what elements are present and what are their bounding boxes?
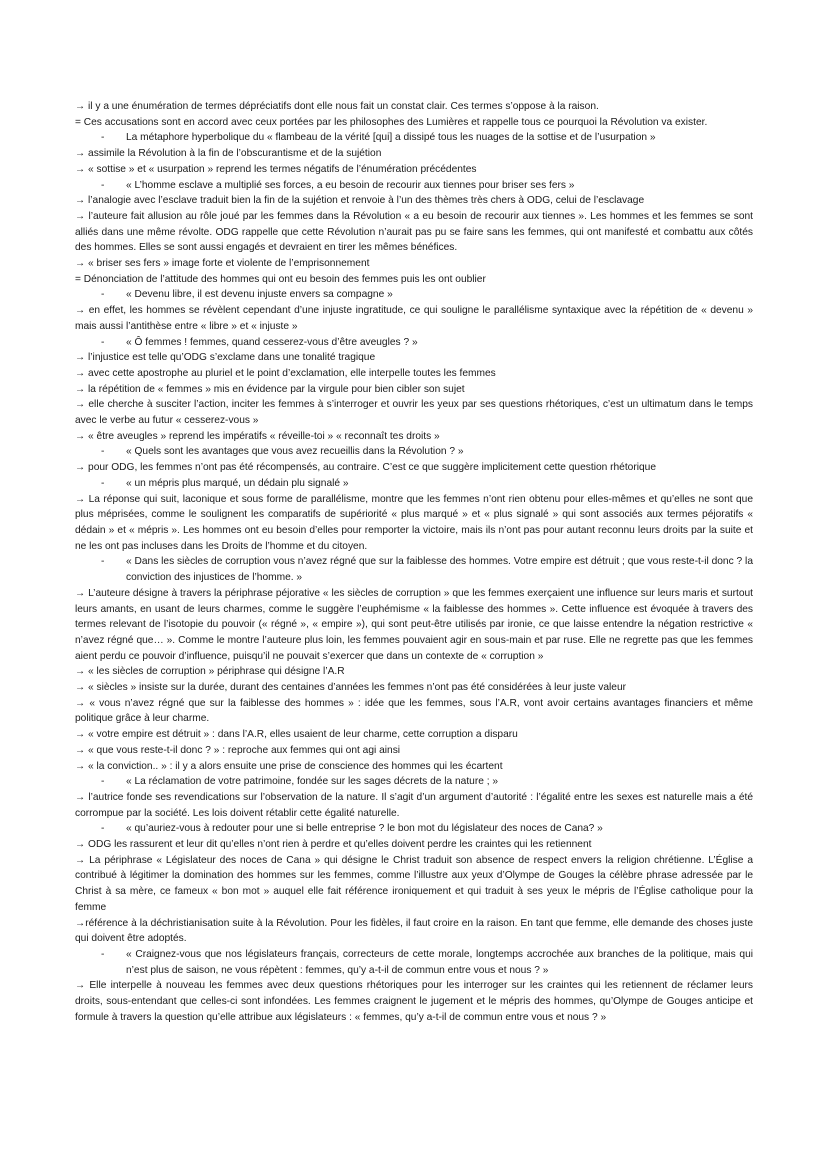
paragraph-text: avec cette apostrophe au pluriel et le point d’exclamation, elle interpelle toutes les femmes — [88, 367, 496, 379]
analysis-paragraph — [75, 146, 753, 162]
analysis-paragraph — [75, 303, 753, 334]
paragraph-text: l’analogie avec l’esclave traduit bien la fin de la sujétion et renvoie à l’un des thèmes très chers à ODG, celui de l’esclavage — [88, 195, 645, 207]
quote-paragraph — [75, 444, 753, 460]
quote-paragraph — [75, 178, 753, 194]
paragraph-text: « la conviction.. » : il y a alors ensuite une prise de conscience des hommes qui les écartent — [88, 760, 503, 772]
analysis-paragraph — [75, 790, 753, 821]
paragraph-text: la répétition de « femmes » mis en évidence par la virgule pour bien cibler son sujet — [88, 383, 465, 395]
quote-paragraph — [75, 947, 753, 978]
quote-paragraph — [75, 554, 753, 585]
arrow-icon: → — [75, 101, 89, 112]
paragraph-text: « Dans les siècles de corruption vous n’avez régné que sur la faiblesse des hommes. Votre empire est détruit ; que vous reste-t-il donc ? la conviction des injustices de l’homme. » — [126, 556, 753, 584]
dash-bullet: - — [101, 336, 105, 348]
paragraph-text: l’autrice fonde ses revendications sur l’observation de la nature. Il s’agit d’un argument d’autorité : l’égalité entre les sexes est naturelle mais a été corrompue par la société. Les lois doivent rétablir cette égalité naturelle. — [75, 791, 753, 819]
arrow-icon: → — [75, 980, 90, 992]
paragraph-text: « La réclamation de votre patrimoine, fondée sur les sages décrets de la nature ; » — [126, 776, 499, 788]
arrow-icon: → — [75, 666, 89, 678]
paragraph-text: = Ces accusations sont en accord avec ceux portées par les philosophes des Lumières et rappelle tous ce pourquoi la Révolution va exister. — [75, 116, 708, 128]
arrow-icon: → — [75, 462, 89, 474]
paragraph-text: La métaphore hyperbolique du « flambeau de la vérité [qui] a dissipé tous les nuages de la sottise et de l’usurpation » — [126, 132, 656, 144]
paragraph-text: La périphrase « Législateur des noces de Cana » qui désigne le Christ traduit son absence de respect envers la religion chrétienne. L’Église a contribué à légitimer la domination des hommes sur les femmes, comme l’illustre aux yeux d’Olympe de Gouges la célèbre phrase adressée par le Christ à sa mère, ce fameux « bon mot » auquel elle fait référence ironiquement et qui traduit à ses yeux le mépris de l’Église catholique pour la femme — [75, 854, 753, 913]
quote-paragraph — [75, 335, 753, 351]
paragraph-text: « Ô femmes ! femmes, quand cesserez-vous d’être aveugles ? » — [126, 336, 418, 348]
paragraph-text: « être aveugles » reprend les impératifs « réveille-toi » « reconnaît tes droits » — [88, 430, 440, 442]
paragraph-text: = Dénonciation de l’attitude des hommes qui ont eu besoin des femmes puis les ont oublier — [75, 273, 486, 285]
paragraph-text: « vous n’avez régné que sur la faiblesse des hommes » : idée que les femmes, sous l’A.R, vont avoir certains avantages financiers et même politique grâce à leur charme. — [75, 697, 753, 725]
arrow-icon: → — [75, 210, 89, 222]
quote-paragraph — [75, 476, 753, 492]
quote-paragraph — [75, 821, 753, 837]
summary-paragraph — [75, 115, 753, 131]
arrow-icon: → — [75, 839, 89, 851]
dash-bullet: - — [101, 446, 105, 458]
arrow-icon: → — [75, 399, 89, 411]
paragraph-text: « briser ses fers » image forte et violente de l’emprisonnement — [88, 258, 370, 270]
analysis-paragraph — [75, 429, 753, 445]
analysis-paragraph — [75, 727, 753, 743]
paragraph-text: « Craignez-vous que nos législateurs français, correcteurs de cette morale, longtemps accrochée aux branches de la politique, mais qui n’est plus de saison, ne vous répètent : femmes, qu’y a-t-il de commun entre vous et nous ? » — [126, 948, 753, 976]
analysis-paragraph — [75, 382, 753, 398]
paragraph-text: elle cherche à susciter l’action, inciter les femmes à s’interroger et ouvrir les yeux par ses questions rhétoriques, c’est un ultimatum dans le temps avec le verbe au futur « cesserez-vous » — [75, 399, 753, 427]
analysis-paragraph — [75, 978, 753, 1025]
analysis-paragraph — [75, 397, 753, 428]
analysis-paragraph — [75, 492, 753, 555]
dash-bullet: - — [101, 477, 105, 489]
quote-paragraph — [75, 287, 753, 303]
arrow-icon: → — [75, 729, 89, 741]
summary-paragraph — [75, 272, 753, 288]
arrow-icon: → — [75, 383, 89, 395]
arrow-icon: → — [75, 367, 89, 379]
paragraph-text: pour ODG, les femmes n’ont pas été récompensés, au contraire. C’est ce que suggère implicitement cette question rhétorique — [88, 462, 656, 474]
arrow-icon: → — [75, 760, 89, 772]
arrow-icon: → — [75, 917, 86, 929]
paragraph-text: assimile la Révolution à la fin de l’obscurantisme et de la sujétion — [88, 148, 382, 160]
arrow-icon: → — [75, 305, 89, 317]
arrow-icon: → — [75, 258, 89, 270]
arrow-icon: → — [75, 195, 89, 207]
analysis-paragraph — [75, 460, 753, 476]
arrow-icon: → — [75, 744, 89, 756]
arrow-icon: → — [75, 682, 89, 694]
analysis-paragraph — [75, 759, 753, 775]
paragraph-text: référence à la déchristianisation suite à la Révolution. Pour les fidèles, il faut croire en la raison. En tant que femme, elle demande des choses juste qui doivent être adoptés. — [75, 917, 753, 945]
arrow-icon: → — [75, 697, 90, 709]
arrow-icon: → — [75, 430, 89, 442]
arrow-icon: → — [75, 493, 89, 505]
analysis-paragraph — [75, 837, 753, 853]
analysis-paragraph — [75, 366, 753, 382]
arrow-icon: → — [75, 352, 89, 364]
analysis-paragraph — [75, 193, 753, 209]
paragraph-text: en effet, les hommes se révèlent cependant d’une injuste ingratitude, ce qui souligne le parallélisme syntaxique avec la répétition de « devenu » mais aussi l’antithèse entre « libre » et « injuste » — [75, 305, 753, 332]
dash-bullet: - — [101, 948, 105, 960]
paragraph-text: « sottise » et « usurpation » reprend les termes négatifs de l’énumération précédentes — [88, 163, 477, 175]
analysis-paragraph — [75, 743, 753, 759]
paragraph-text: « qu’auriez-vous à redouter pour une si belle entreprise ? le bon mot du législateur des noces de Cana? » — [126, 823, 603, 835]
paragraph-text: « les siècles de corruption » périphrase qui désigne l’A.R — [88, 666, 345, 678]
analysis-paragraph — [75, 853, 753, 916]
arrow-icon: → — [75, 148, 89, 160]
arrow-icon: → — [75, 163, 89, 175]
dash-bullet: - — [101, 823, 105, 835]
analysis-paragraph — [75, 680, 753, 696]
dash-bullet: - — [101, 179, 105, 191]
paragraph-text: « que vous reste-t-il donc ? » : reproche aux femmes qui ont agi ainsi — [88, 744, 401, 756]
quote-paragraph — [75, 774, 753, 790]
dash-bullet: - — [101, 556, 105, 568]
paragraph-text: L’auteure désigne à travers la périphrase péjorative « les siècles de corruption » que les femmes exerçaient une influence sur leurs maris et surtout leurs amants, en usant de leurs charmes, comme le suggère l’euphémisme « la faiblesse des hommes ». Cette influence est évoquée à travers des termes relevant de l’isotopie du pouvoir (« régné », « empire »), qui sont peut-être utilisés par ironie, ce que laisse entendre la négation restrictive « n’avez régné que… ». Comme le montre l’auteure plus loin, les femmes pouvaient agir en sous-main et par ruse. Elle ne regrette pas que les femmes aient perdu ce pouvoir d’influence, puisqu’il ne pouvait s’exercer que dans un contexte de « corruption » — [75, 587, 753, 662]
paragraph-text: ODG les rassurent et leur dit qu’elles n’ont rien à perdre et qu’elles doivent perdre les craintes qui les retiennent — [88, 839, 592, 851]
analysis-paragraph — [75, 162, 753, 178]
dash-bullet: - — [101, 132, 105, 144]
paragraph-text: « Quels sont les avantages que vous avez recueillis dans la Révolution ? » — [126, 446, 464, 458]
paragraph-text: « L’homme esclave a multiplié ses forces, a eu besoin de recourir aux tiennes pour briser ses fers » — [126, 179, 575, 191]
arrow-icon: → — [75, 854, 90, 866]
analysis-paragraph — [75, 209, 753, 256]
dash-bullet: - — [101, 289, 105, 301]
paragraph-text: l’auteure fait allusion au rôle joué par les femmes dans la Révolution « a eu besoin de recourir aux tiennes ». Les hommes et les femmes se sont alliés dans une même révolte. ODG rappelle que cette Révolution n’aurait pas pu se faire sans les femmes, qui ont manifesté et combattu aux côtés des hommes. Elles se sont aussi engagés et devraient en tirer les mêmes bénéfices. — [75, 210, 753, 254]
analysis-paragraph — [75, 256, 753, 272]
paragraph-text: Elle interpelle à nouveau les femmes avec deux questions rhétoriques pour les interroger sur les craintes qui les retiennent de réclamer leurs droits, sous-entendant que celles-ci sont infondées. Les femmes craignent le jugement et le mépris des hommes, qu’Olympe de Gouges anticipe et formule à travers la question qu’elle attribue aux législateurs : « femmes, qu’y a-t-il de commun entre vous et nous ? » — [75, 980, 753, 1023]
paragraph-text: La réponse qui suit, laconique et sous forme de parallélisme, montre que les femmes n’ont rien obtenu pour elles-mêmes et qu’elles ne sont que plus méprisées, comme le soulignent les comparatifs de supériorité « plus marqué » et « plus signalé » qui sont associés aux termes péjoratifs « dédain » et « mépris ». Les hommes ont eu besoin d’elles pour remporter la victoire, mais ils n’ont pas pour autant reconnu leurs droits par la suite et ne les ont pas incluses dans les Droits de l’homme et du citoyen. — [75, 493, 753, 552]
analysis-paragraph — [75, 586, 753, 665]
analysis-paragraph — [75, 916, 753, 947]
analysis-paragraph — [75, 99, 753, 115]
paragraph-text: « siècles » insiste sur la durée, durant des centaines d’années les femmes n’ont pas été considérées à leur juste valeur — [88, 682, 627, 694]
analysis-paragraph — [75, 696, 753, 727]
paragraph-text: l’injustice est telle qu’ODG s’exclame dans une tonalité tragique — [88, 352, 376, 364]
arrow-icon: → — [75, 587, 89, 599]
quote-paragraph — [75, 130, 753, 146]
document-body — [75, 99, 753, 1025]
paragraph-text: « votre empire est détruit » : dans l’A.R, elles usaient de leur charme, cette corruption a disparu — [88, 729, 518, 741]
analysis-paragraph — [75, 350, 753, 366]
dash-bullet: - — [101, 776, 105, 788]
arrow-icon: → — [75, 791, 89, 803]
paragraph-text: il y a une énumération de termes dépréciatifs dont elle nous fait un constat clair. Ces termes s’oppose à la raison. — [88, 101, 599, 112]
paragraph-text: « Devenu libre, il est devenu injuste envers sa compagne » — [126, 289, 393, 301]
analysis-paragraph — [75, 664, 753, 680]
paragraph-text: « un mépris plus marqué, un dédain plu signalé » — [126, 477, 349, 489]
